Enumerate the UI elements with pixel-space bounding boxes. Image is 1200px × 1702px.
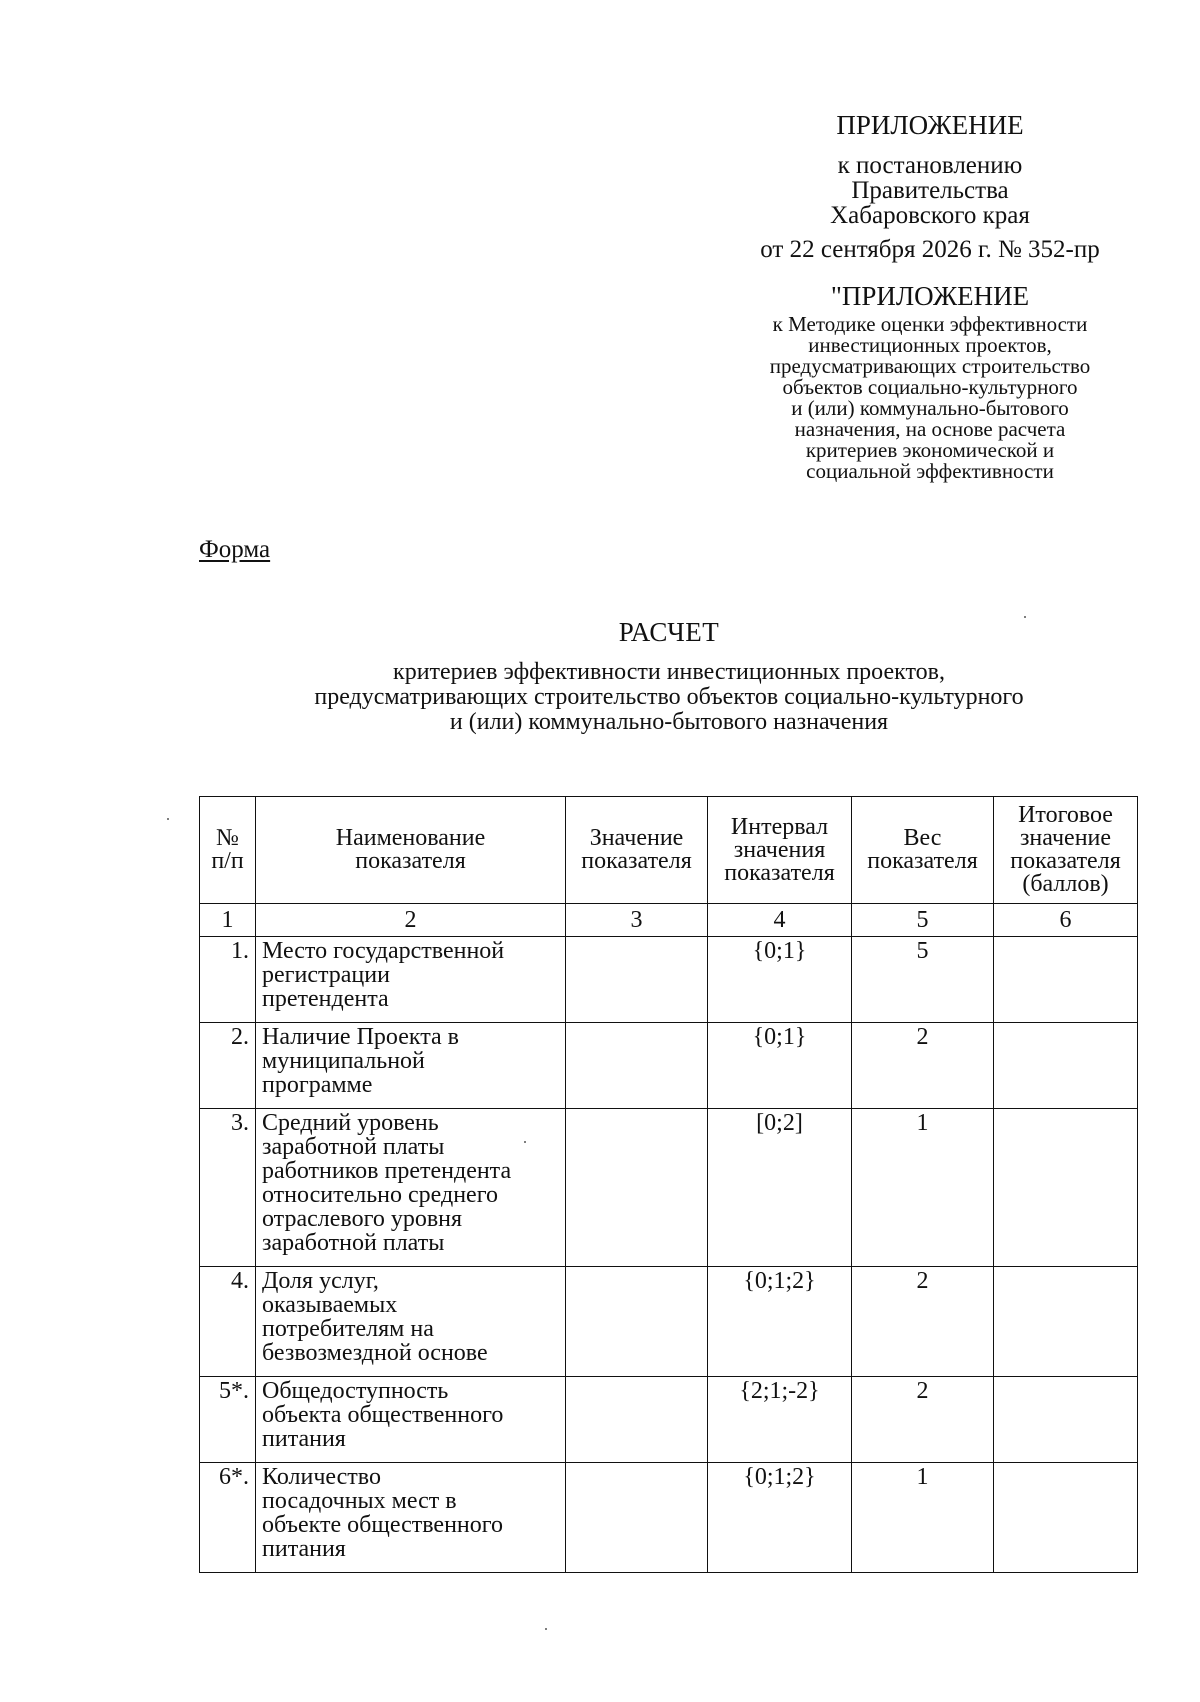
header-text: значение <box>1019 825 1112 851</box>
scan-speck <box>1024 616 1026 618</box>
header-text: Значение <box>589 825 684 851</box>
methodology-line: назначения, на основе расчета <box>794 417 1066 441</box>
indicator-name-line: питания <box>262 1536 346 1562</box>
column-number: 5 <box>852 904 994 937</box>
indicator-name-line: отраслевого уровня <box>262 1206 463 1232</box>
indicator-value <box>566 1463 708 1573</box>
indicator-name-line: относительно среднего <box>262 1182 498 1208</box>
indicator-value <box>566 1109 708 1267</box>
value-interval: [0;2] <box>708 1109 852 1267</box>
total-score <box>994 1267 1138 1377</box>
document-title: РАСЧЕТ <box>618 617 720 647</box>
indicator-name-line: Общедоступность <box>262 1378 449 1404</box>
table-row <box>200 937 1138 1023</box>
header-text: № <box>216 825 239 851</box>
table-row <box>200 1463 1138 1573</box>
value-interval: {0;1} <box>708 937 852 1023</box>
header-text: показателя <box>1010 848 1121 874</box>
indicator-name-line: оказываемых <box>262 1292 398 1318</box>
indicator-name-line: потребителям на <box>262 1316 434 1342</box>
methodology-line: инвестиционных проектов, <box>808 333 1052 357</box>
indicator-weight: 2 <box>852 1377 994 1463</box>
indicator-name-line: Место государственной <box>262 938 505 964</box>
column-number: 2 <box>256 904 566 937</box>
header-text: показателя <box>581 848 692 874</box>
indicator-name-line: заработной платы <box>262 1230 445 1256</box>
methodology-line: предусматривающих строительство <box>769 354 1091 378</box>
indicator-name <box>256 1023 566 1109</box>
appendix-line: к постановлению <box>837 152 1023 179</box>
indicator-name <box>256 937 566 1023</box>
indicator-name-line: Доля услуг, <box>262 1268 379 1294</box>
scan-speck <box>167 818 169 820</box>
criteria-table <box>199 796 1138 1573</box>
table-header-row <box>200 797 1138 904</box>
header-text: показателя <box>724 859 835 886</box>
indicator-weight: 2 <box>852 1267 994 1377</box>
column-number: 1 <box>200 904 256 937</box>
methodology-line: к Методике оценки эффективности <box>772 312 1088 336</box>
header-text: п/п <box>211 848 244 874</box>
header-text: значения <box>733 836 826 863</box>
indicator-name <box>256 1377 566 1463</box>
indicator-value <box>566 1267 708 1377</box>
header-text: Наименование <box>335 825 486 851</box>
methodology-appendix-title: "ПРИЛОЖЕНИЕ <box>830 281 1030 311</box>
header-number <box>200 797 256 904</box>
column-number: 4 <box>708 904 852 937</box>
header-indicator-name <box>256 797 566 904</box>
appendix-title: ПРИЛОЖЕНИЕ <box>836 110 1024 140</box>
table-row <box>200 1109 1138 1267</box>
row-number: 2. <box>200 1023 256 1109</box>
methodology-appendix-reference <box>700 314 1160 482</box>
indicator-value <box>566 937 708 1023</box>
methodology-line: критериев экономической и <box>805 438 1055 462</box>
indicator-weight: 1 <box>852 1463 994 1573</box>
form-label: Форма <box>199 536 271 563</box>
table-row <box>200 1023 1138 1109</box>
value-interval: {2;1;-2} <box>708 1377 852 1463</box>
column-number: 3 <box>566 904 708 937</box>
header-text: Интервал <box>730 813 829 840</box>
indicator-weight: 5 <box>852 937 994 1023</box>
header-indicator-value <box>566 797 708 904</box>
header-text: Итоговое <box>1018 802 1113 828</box>
header-text: показателя <box>867 848 978 874</box>
appendix-line: Правительства <box>851 177 1009 204</box>
indicator-name-line: объекта общественного <box>262 1402 504 1428</box>
indicator-name-line: Количество <box>262 1464 381 1490</box>
appendix-line: Хабаровского края <box>830 202 1030 229</box>
indicator-value <box>566 1023 708 1109</box>
indicator-name <box>256 1109 566 1267</box>
header-text: показателя <box>355 848 466 874</box>
header-text: (баллов) <box>1022 871 1109 897</box>
scan-speck <box>545 1628 547 1630</box>
value-interval: {0;1} <box>708 1023 852 1109</box>
methodology-line: и (или) коммунально-бытового <box>791 396 1069 420</box>
indicator-name-line: питания <box>262 1426 346 1452</box>
row-number: 1. <box>200 937 256 1023</box>
indicator-name <box>256 1463 566 1573</box>
column-number-row <box>200 904 1138 937</box>
indicator-value <box>566 1377 708 1463</box>
indicator-name-line: объекте общественного <box>262 1512 504 1538</box>
value-interval: {0;1;2} <box>708 1463 852 1573</box>
column-number: 6 <box>994 904 1138 937</box>
methodology-line: объектов социально-культурного <box>782 375 1078 399</box>
total-score <box>994 1109 1138 1267</box>
appendix-date: от 22 сентября 2026 г. № 352-пр <box>760 236 1100 263</box>
value-interval: {0;1;2} <box>708 1267 852 1377</box>
indicator-weight: 1 <box>852 1109 994 1267</box>
indicator-name-line: Наличие Проекта в <box>262 1024 459 1050</box>
methodology-line: социальной эффективности <box>806 459 1054 483</box>
total-score <box>994 1023 1138 1109</box>
indicator-name-line: безвозмездной основе <box>262 1340 488 1366</box>
row-number: 4. <box>200 1267 256 1377</box>
table-row <box>200 1267 1138 1377</box>
header-value-interval <box>708 797 852 904</box>
indicator-name-line: программе <box>262 1072 373 1098</box>
row-number: 6*. <box>200 1463 256 1573</box>
header-total <box>994 797 1138 904</box>
indicator-name-line: муниципальной <box>262 1048 425 1074</box>
total-score <box>994 1463 1138 1573</box>
indicator-name-line: Средний уровень <box>262 1110 439 1136</box>
indicator-weight: 2 <box>852 1023 994 1109</box>
row-number: 3. <box>200 1109 256 1267</box>
scan-speck <box>524 1141 526 1143</box>
header-text: Вес <box>903 825 942 851</box>
indicator-name-line: регистрации <box>262 962 390 988</box>
indicator-name <box>256 1267 566 1377</box>
total-score <box>994 937 1138 1023</box>
indicator-name-line: работников претендента <box>262 1158 512 1184</box>
table-row <box>200 1377 1138 1463</box>
indicator-name-line: заработной платы <box>262 1134 445 1160</box>
row-number: 5*. <box>200 1377 256 1463</box>
document-subtitle <box>0 660 1200 735</box>
total-score <box>994 1377 1138 1463</box>
indicator-name-line: посадочных мест в <box>262 1488 457 1514</box>
header-weight <box>852 797 994 904</box>
appendix-reference <box>700 153 1160 228</box>
subtitle-line: и (или) коммунально-бытового назначения <box>449 709 889 735</box>
subtitle-line: критериев эффективности инвестиционных проектов, <box>393 659 945 685</box>
subtitle-line: предусматривающих строительство объектов социально-культурного <box>314 684 1024 710</box>
indicator-name-line: претендента <box>262 986 389 1012</box>
